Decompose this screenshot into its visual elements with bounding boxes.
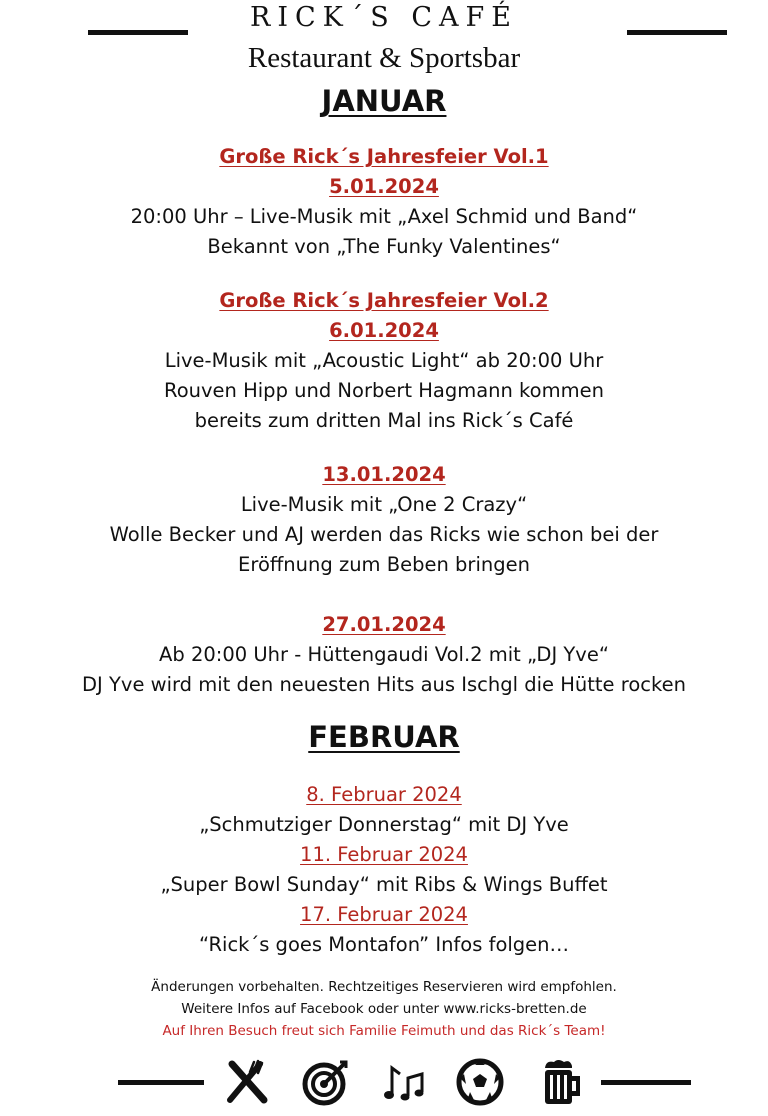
event-block	[0, 460, 768, 580]
event-date: 17. Februar 2024	[300, 903, 468, 926]
event-line: Rouven Hipp und Norbert Hagmann kommen	[164, 379, 604, 402]
event-date: 27.01.2024	[322, 613, 446, 636]
event-date: 8. Februar 2024	[306, 783, 462, 806]
event-line: „Super Bowl Sunday“ mit Ribs & Wings Buffet	[160, 873, 608, 896]
notice-text: Änderungen vorbehalten. Rechtzeitiges Reservieren wird empfohlen.	[151, 979, 617, 995]
event-line: „Schmutziger Donnerstag“ mit DJ Yve	[199, 813, 569, 836]
month-heading-februar: FEBRUAR	[308, 720, 460, 754]
event-line: Live-Musik mit „Acoustic Light“ ab 20:00 Uhr	[164, 349, 604, 372]
event-line: Ab 20:00 Uhr - Hüttengaudi Vol.2 mit „DJ Yve“	[159, 643, 609, 666]
event-date: 6.01.2024	[329, 319, 439, 342]
event-line: Eröffnung zum Beben bringen	[238, 553, 530, 576]
music-note-icon	[378, 1056, 430, 1108]
fork-knife-icon	[220, 1056, 272, 1108]
event-line: DJ Yve wird mit den neuesten Hits aus Ischgl die Hütte rocken	[82, 673, 686, 696]
brand-subtitle: Restaurant & Sportsbar	[247, 42, 521, 74]
event-line: 20:00 Uhr – Live-Musik mit „Axel Schmid und Band“	[130, 205, 638, 228]
event-block	[0, 142, 768, 262]
event-date: 11. Februar 2024	[300, 843, 468, 866]
dart-target-icon	[300, 1056, 352, 1108]
event-date: 13.01.2024	[322, 463, 446, 486]
footer-notes	[0, 976, 768, 1042]
event-date: 5.01.2024	[329, 175, 439, 198]
footer-rule-right	[601, 1080, 691, 1085]
event-line: bereits zum dritten Mal ins Rick´s Café	[194, 409, 574, 432]
event-title: Große Rick´s Jahresfeier Vol.2	[219, 289, 549, 312]
welcome-text: Auf Ihren Besuch freut sich Familie Feimuth und das Rick´s Team!	[162, 1023, 606, 1039]
event-title: Große Rick´s Jahresfeier Vol.1	[219, 145, 549, 168]
footer-rule-left	[118, 1080, 204, 1085]
month-heading-januar: JANUAR	[321, 84, 447, 118]
beer-mug-icon	[536, 1056, 588, 1108]
event-line: “Rick´s goes Montafon” Infos folgen…	[198, 933, 570, 956]
soccer-ball-icon	[454, 1056, 506, 1108]
brand-title: RICK´S CAFÉ	[249, 2, 518, 33]
event-block	[0, 286, 768, 436]
event-line: Wolle Becker und AJ werden das Ricks wie schon bei der	[109, 523, 659, 546]
event-block	[0, 610, 768, 700]
event-line: Live-Musik mit „One 2 Crazy“	[240, 493, 528, 516]
info-text: Weitere Infos auf Facebook oder unter www.ricks-bretten.de	[181, 1001, 587, 1017]
event-line: Bekannt von „The Funky Valentines“	[207, 235, 561, 258]
february-events	[0, 780, 768, 960]
